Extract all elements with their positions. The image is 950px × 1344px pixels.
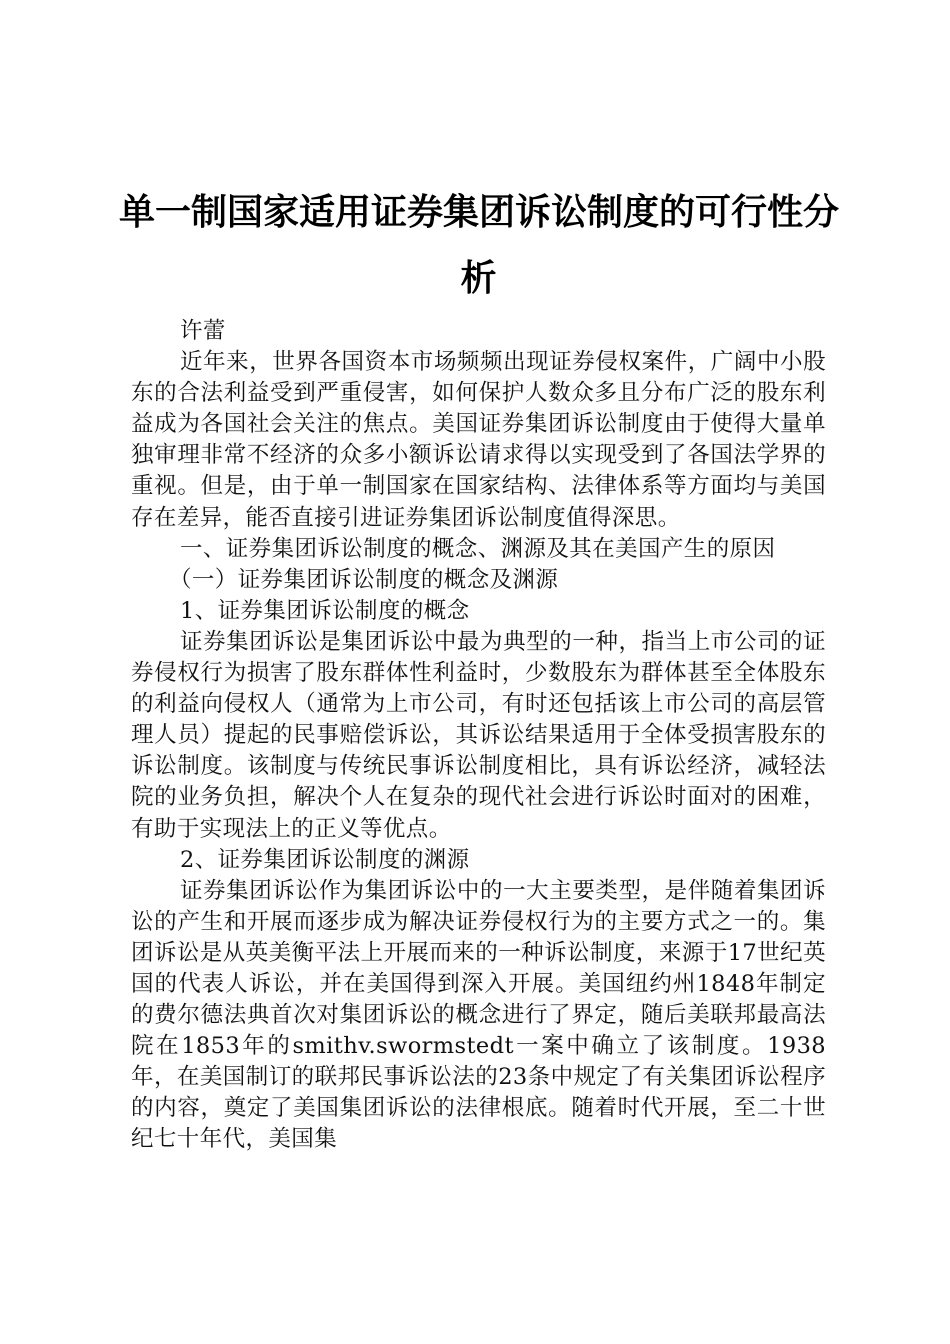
author-name: 许蕾: [180, 318, 226, 344]
document-body: [118, 180, 839, 1156]
item-heading-1: 1、证券集团诉讼制度的概念: [180, 597, 470, 624]
title-line-1: 单一制国家适用证券集团诉讼制度的可行性分: [118, 192, 839, 233]
document-title: [118, 180, 839, 312]
paragraph-origin: 证券集团诉讼作为集团诉讼中的一大主要类型，是伴随着集团诉讼的产生和开展而逐步成为解决证券侵权行为的主要方式之一的。集团诉讼是从英美衡平法上开展而来的一种诉讼制度，来源于17世纪英国的代表人诉讼，并在美国得到深入开展。美国纽约州1848年制定的费尔德法典首次对集团诉讼的概念进行了界定，随后美联邦最高法院在1853年的smithv.swormstedt一案中确立了该制度。1938年，在美国制订的联邦民事诉讼法的23条中规定了有关集团诉讼程序的内容，奠定了美国集团诉讼的法律根底。随着时代开展，至二十世纪七十年代，美国集: [131, 877, 826, 1153]
title-line-2: 析: [460, 258, 497, 299]
section-heading-1: 一、证券集团诉讼制度的概念、渊源及其在美国产生的原因: [180, 535, 776, 562]
paragraph-concept: 证券集团诉讼是集团诉讼中最为典型的一种，指当上市公司的证券侵权行为损害了股东群体性利益时，少数股东为群体甚至全体股东的利益向侵权人（通常为上市公司，有时还包括该上市公司的高层管理人员）提起的民事赔偿诉讼，其诉讼结果适用于全体受损害股东的诉讼制度。该制度与传统民事诉讼制度相比，具有诉讼经济，减轻法院的业务负担，解决个人在复杂的现代社会进行诉讼时面对的困难，有助于实现法上的正义等优点。: [131, 628, 826, 842]
paragraph-intro: 近年来，世界各国资本市场频频出现证券侵权案件，广阔中小股东的合法利益受到严重侵害，如何保护人数众多且分布广泛的股东利益成为各国社会关注的焦点。美国证券集团诉讼制度由于使得大量单独审理非常不经济的众多小额诉讼请求得以实现受到了各国法学界的重视。但是，由于单一制国家在国家结构、法律体系等方面均与美国存在差异，能否直接引进证券集团诉讼制度值得深思。: [131, 349, 826, 531]
item-heading-2: 2、证券集团诉讼制度的渊源: [180, 846, 470, 873]
subsection-heading-1: （一）证券集团诉讼制度的概念及渊源: [169, 566, 559, 593]
